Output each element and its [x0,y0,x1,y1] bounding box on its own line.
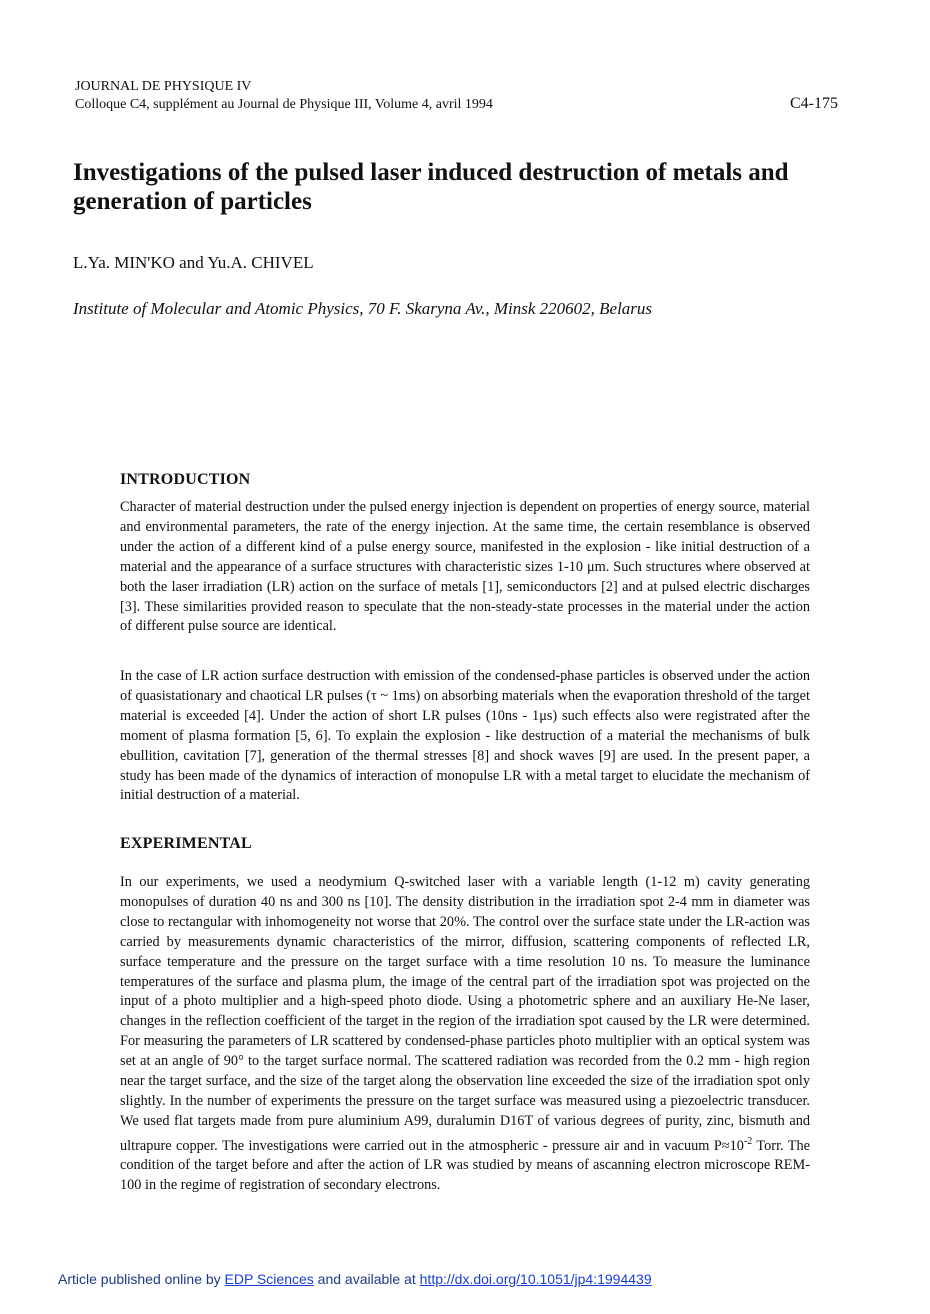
experimental-text: In our experiments, we used a neodymium Q-switched laser with a variable length (1-12 m) cavity generating monopulses of duration 40 ns and 300 ns [10]. The density distribution in the irradiation spot 2-4 mm in diameter was close to rectangular with inhomogeneity not worse that 20%. The control over the surface state under the LR-action was carried by measurements dynamic characteristics of the mirror, diffusion, scattering components of reflected LR, surface temperature and the pressure on the target surface with a time resolution 10 ns. To measure the luminance temperatures of the surface and plasma plum, the image of the central part of the irradiation spot was projected on the input of a photo multiplier and a high-speed photo diode. Using a photometric sphere and an auxiliary He-Ne laser, changes in the reflection coefficient of the target in the region of the irradiation spot caused by the LR were determined. For measuring the parameters of LR scattered by condensed-phase particles photo multiplier with an optical system was set at an angle of 90° to the target surface normal. The scattered radiation was recorded from the 0.2 mm - high region near the target surface, and the size of the target along the observation line exceeded the size of the irradiation spot only slightly. In the number of experiments the pressure on the target surface was measured using a piezoelectric transducer. We used flat targets made from pure aluminium A99, duralumin D16T of various degrees of purity, zinc, bismuth and ultrapure copper. The investigations were carried out in the atmospheric - pressure air and in vacuum P≈10 [120,874,810,1154]
doi-link[interactable]: http://dx.doi.org/10.1051/jp4:1994439 [419,1271,652,1287]
paper-affiliation: Institute of Molecular and Atomic Physics, 70 F. Skaryna Av., Minsk 220602, Belarus [73,299,653,318]
introduction-heading: INTRODUCTION [120,471,251,488]
paper-title: Investigations of the pulsed laser induced destruction of metals and generation of particles [73,159,789,215]
pressure-exponent: -2 [743,1135,753,1147]
page-number: C4-175 [790,95,838,112]
introduction-paragraph-1: Character of material destruction under the pulsed energy injection is dependent on properties of energy source, material and environmental parameters, the rate of the energy injection. At the same time, the certain resemblance is observed under the action of a different kind of a pulse energy source, manifested in the explosion - like initial destruction of a material and the appearance of a surface structures with characteristic sizes 1-10 μm. Such structures where observed at both the laser irradiation (LR) action on the surface of metals [1], semiconductors [2] and at pulsed electric discharges [3]. These similarities provided reason to speculate that the non-steady-state processes in the material under the action of different pulse source are identical. [120,499,810,635]
journal-name: JOURNAL DE PHYSIQUE IV [75,79,252,94]
footer-middle: and available at [313,1271,420,1287]
edp-sciences-link[interactable]: EDP Sciences [224,1271,314,1287]
experimental-paragraph [120,873,810,1196]
publication-footer [58,1271,652,1287]
paper-authors: L.Ya. MIN'KO and Yu.A. CHIVEL [73,253,314,272]
footer-prefix: Article published online by [58,1271,225,1287]
experimental-heading: EXPERIMENTAL [120,835,252,852]
experimental-text-end: Torr. The condition of the target before and after the action of LR was studied by means of ascanning electron microscope REM-100 in the regime of registration of secondary electrons. [120,1137,810,1194]
colloque-line: Colloque C4, supplément au Journal de Physique III, Volume 4, avril 1994 [75,97,493,112]
introduction-paragraph-2: In the case of LR action surface destruction with emission of the condensed-phase particles is observed under the action of quasistationary and chaotical LR pulses (τ ~ 1ms) on absorbing materials when the evaporation threshold of the target material is exceeded [4]. Under the action of short LR pulses (10ns - 1μs) such effects also were registrated after the moment of plasma formation [5, 6]. To explain the explosion - like destruction of a material the mechanisms of bulk ebullition, cavitation [7], generation of the thermal stresses [8] and shock waves [9] are used. In the present paper, a study has been made of the dynamics of interaction of monopulse LR with a metal target to elucidate the mechanism of initial destruction of a material. [120,668,810,804]
